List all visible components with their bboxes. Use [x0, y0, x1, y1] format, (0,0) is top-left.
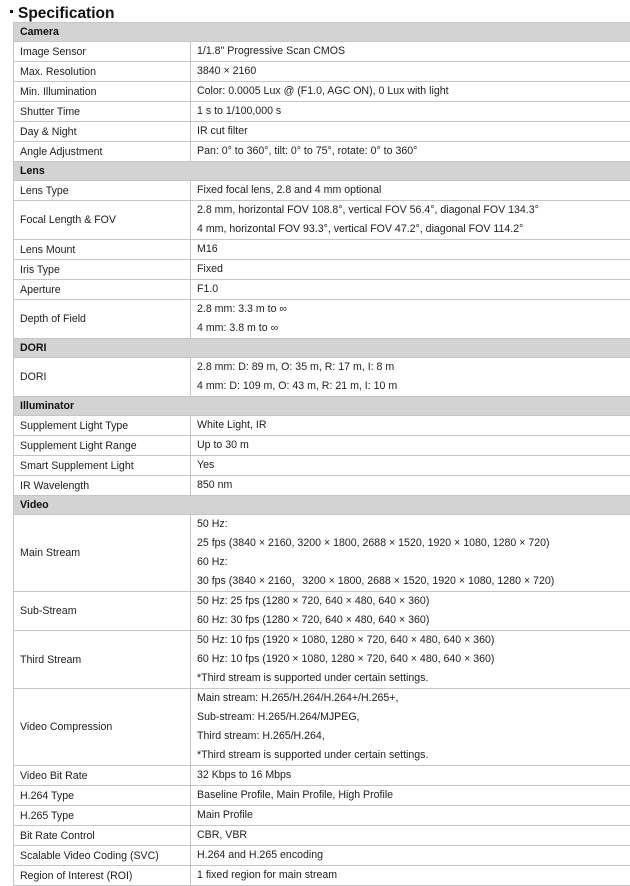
- spec-value-line: 60 Hz:: [197, 553, 624, 572]
- spec-value: [191, 631, 630, 689]
- spec-value-line: Baseline Profile, Main Profile, High Profile: [197, 786, 624, 805]
- spec-label: Third Stream: [14, 631, 191, 689]
- section-header: DORI: [14, 339, 630, 358]
- spec-value-line: M16: [197, 240, 624, 259]
- spec-value: [191, 436, 630, 456]
- spec-value: [191, 476, 630, 496]
- spec-label: Region of Interest (ROI): [14, 866, 191, 886]
- spec-row: [14, 476, 630, 496]
- spec-value-line: Main stream: H.265/H.264/H.264+/H.265+,: [197, 689, 624, 708]
- spec-value-line: CBR, VBR: [197, 826, 624, 845]
- spec-value: [191, 515, 630, 592]
- spec-value-line: 850 nm: [197, 476, 624, 495]
- spec-value-line: 4 mm: 3.8 m to ∞: [197, 319, 624, 338]
- section-header-row: [14, 397, 630, 416]
- spec-value: [191, 689, 630, 766]
- spec-value-line: Color: 0.0005 Lux @ (F1.0, AGC ON), 0 Lux with light: [197, 82, 624, 101]
- spec-label: Angle Adjustment: [14, 142, 191, 162]
- spec-value-line: *Third stream is supported under certain settings.: [197, 669, 624, 688]
- spec-label: Main Stream: [14, 515, 191, 592]
- spec-value: [191, 456, 630, 476]
- spec-value-line: Yes: [197, 456, 624, 475]
- spec-value-line: 4 mm, horizontal FOV 93.3°, vertical FOV 47.2°, diagonal FOV 114.2°: [197, 220, 624, 239]
- spec-value: [191, 122, 630, 142]
- spec-row: [14, 142, 630, 162]
- spec-row: [14, 786, 630, 806]
- spec-label: Video Compression: [14, 689, 191, 766]
- spec-row: [14, 689, 630, 766]
- section-header: Camera: [14, 23, 630, 42]
- spec-value: [191, 416, 630, 436]
- spec-label: H.265 Type: [14, 806, 191, 826]
- spec-value-line: 50 Hz: 10 fps (1920 × 1080, 1280 × 720, 640 × 480, 640 × 360): [197, 631, 624, 650]
- spec-row: [14, 515, 630, 592]
- spec-label: Sub-Stream: [14, 592, 191, 631]
- spec-label: Video Bit Rate: [14, 766, 191, 786]
- spec-label: Lens Type: [14, 181, 191, 201]
- spec-row: [14, 416, 630, 436]
- spec-row: [14, 846, 630, 866]
- spec-value: [191, 42, 630, 62]
- spec-value: [191, 62, 630, 82]
- section-header-row: [14, 496, 630, 515]
- spec-value-line: Sub-stream: H.265/H.264/MJPEG,: [197, 708, 624, 727]
- spec-label: Bit Rate Control: [14, 826, 191, 846]
- spec-value-line: 1/1.8" Progressive Scan CMOS: [197, 42, 624, 61]
- spec-label: Image Sensor: [14, 42, 191, 62]
- spec-row: [14, 82, 630, 102]
- spec-row: [14, 181, 630, 201]
- spec-value-line: 2.8 mm: 3.3 m to ∞: [197, 300, 624, 319]
- spec-label: Supplement Light Type: [14, 416, 191, 436]
- spec-label: Shutter Time: [14, 102, 191, 122]
- spec-row: [14, 631, 630, 689]
- spec-label: Min. Illumination: [14, 82, 191, 102]
- spec-value-line: H.264 and H.265 encoding: [197, 846, 624, 865]
- spec-value-line: White Light, IR: [197, 416, 624, 435]
- spec-row: [14, 240, 630, 260]
- spec-value-line: 3840 × 2160: [197, 62, 624, 81]
- section-header: Illuminator: [14, 397, 630, 416]
- spec-value-line: Third stream: H.265/H.264,: [197, 727, 624, 746]
- spec-row: [14, 102, 630, 122]
- spec-value-line: 2.8 mm, horizontal FOV 108.8°, vertical FOV 56.4°, diagonal FOV 134.3°: [197, 201, 624, 220]
- spec-row: [14, 456, 630, 476]
- page-title: [10, 4, 114, 24]
- spec-row: [14, 866, 630, 886]
- spec-row: [14, 62, 630, 82]
- spec-label: Lens Mount: [14, 240, 191, 260]
- spec-value: [191, 260, 630, 280]
- spec-label: Supplement Light Range: [14, 436, 191, 456]
- spec-value: [191, 826, 630, 846]
- section-header-row: [14, 339, 630, 358]
- spec-value-line: 50 Hz: 25 fps (1280 × 720, 640 × 480, 640 × 360): [197, 592, 624, 611]
- section-header-row: [14, 23, 630, 42]
- spec-value-line: Main Profile: [197, 806, 624, 825]
- spec-label: Iris Type: [14, 260, 191, 280]
- spec-value-line: 1 s to 1/100,000 s: [197, 102, 624, 121]
- spec-label: Aperture: [14, 280, 191, 300]
- spec-label: DORI: [14, 358, 191, 397]
- spec-row: [14, 826, 630, 846]
- spec-label: Focal Length & FOV: [14, 201, 191, 240]
- spec-value: [191, 766, 630, 786]
- spec-value-line: 4 mm: D: 109 m, O: 43 m, R: 21 m, I: 10 m: [197, 377, 624, 396]
- spec-row: [14, 806, 630, 826]
- spec-row: [14, 300, 630, 339]
- spec-value: [191, 240, 630, 260]
- spec-value-line: 2.8 mm: D: 89 m, O: 35 m, R: 17 m, I: 8 m: [197, 358, 624, 377]
- spec-label: Depth of Field: [14, 300, 191, 339]
- spec-label: Day & Night: [14, 122, 191, 142]
- spec-value: [191, 181, 630, 201]
- spec-value: [191, 846, 630, 866]
- spec-row: [14, 42, 630, 62]
- section-header: Lens: [14, 162, 630, 181]
- spec-value: [191, 786, 630, 806]
- specification-table: [13, 22, 630, 886]
- spec-value: [191, 280, 630, 300]
- spec-row: [14, 592, 630, 631]
- spec-label: Scalable Video Coding (SVC): [14, 846, 191, 866]
- spec-value-line: 30 fps (3840 × 2160，3200 × 1800, 2688 × 1520, 1920 × 1080, 1280 × 720): [197, 572, 624, 591]
- spec-row: [14, 280, 630, 300]
- spec-row: [14, 436, 630, 456]
- spec-value: [191, 866, 630, 886]
- spec-row: [14, 358, 630, 397]
- spec-value: [191, 358, 630, 397]
- spec-value-line: *Third stream is supported under certain settings.: [197, 746, 624, 765]
- spec-value-line: Fixed focal lens, 2.8 and 4 mm optional: [197, 181, 624, 200]
- spec-value: [191, 102, 630, 122]
- spec-value-line: F1.0: [197, 280, 624, 299]
- spec-value-line: 1 fixed region for main stream: [197, 866, 624, 885]
- spec-label: Max. Resolution: [14, 62, 191, 82]
- spec-row: [14, 201, 630, 240]
- spec-value: [191, 592, 630, 631]
- spec-value: [191, 142, 630, 162]
- spec-value-line: 60 Hz: 10 fps (1920 × 1080, 1280 × 720, 640 × 480, 640 × 360): [197, 650, 624, 669]
- spec-value-line: Fixed: [197, 260, 624, 279]
- spec-label: Smart Supplement Light: [14, 456, 191, 476]
- spec-value-line: Up to 30 m: [197, 436, 624, 455]
- spec-label: IR Wavelength: [14, 476, 191, 496]
- spec-value-line: Pan: 0° to 360°, tilt: 0° to 75°, rotate: 0° to 360°: [197, 142, 624, 161]
- section-header-row: [14, 162, 630, 181]
- spec-value-line: 25 fps (3840 × 2160, 3200 × 1800, 2688 × 1520, 1920 × 1080, 1280 × 720): [197, 534, 624, 553]
- spec-value: [191, 806, 630, 826]
- spec-row: [14, 766, 630, 786]
- spec-value: [191, 82, 630, 102]
- spec-value-line: 32 Kbps to 16 Mbps: [197, 766, 624, 785]
- spec-value-line: IR cut filter: [197, 122, 624, 141]
- spec-value: [191, 201, 630, 240]
- spec-row: [14, 260, 630, 280]
- spec-value-line: 50 Hz:: [197, 515, 624, 534]
- spec-value: [191, 300, 630, 339]
- spec-value-line: 60 Hz: 30 fps (1280 × 720, 640 × 480, 640 × 360): [197, 611, 624, 630]
- bullet-icon: [10, 10, 13, 13]
- page-title-text: Specification: [18, 5, 114, 22]
- spec-label: H.264 Type: [14, 786, 191, 806]
- section-header: Video: [14, 496, 630, 515]
- specification-table-body: [14, 23, 630, 886]
- spec-row: [14, 122, 630, 142]
